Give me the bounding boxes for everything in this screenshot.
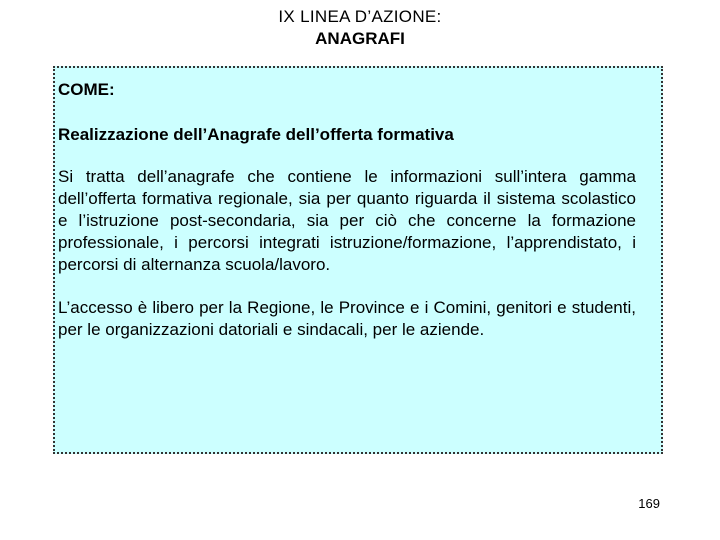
- box-subheading: Realizzazione dell’Anagrafe dell’offerta formativa: [58, 125, 454, 144]
- content-text: [58, 79, 636, 341]
- title-line-2: ANAGRAFI: [315, 29, 405, 48]
- paragraph-access: L’accesso è libero per la Regione, le Province e i Comini, genitori e studenti, per le organizzazioni datoriali e sindacali, per le aziende.: [58, 298, 636, 339]
- paragraph-description: Si tratta dell’anagrafe che contiene le informazioni sull’intera gamma dell’offerta formativa regionale, sia per quanto riguarda il sistema scolastico e l’istruzione post-secondaria, sia per ciò che concerne la formazione professionale, i percorsi integrati istruzione/formazione, l’apprendistato, i percorsi di alternanza scuola/lavoro.: [58, 167, 636, 274]
- page-number: 169: [638, 496, 660, 511]
- title-line-1: IX LINEA D’AZIONE:: [278, 7, 442, 26]
- slide-title: [0, 6, 720, 50]
- box-heading: COME:: [58, 80, 115, 99]
- content-box: [53, 66, 663, 454]
